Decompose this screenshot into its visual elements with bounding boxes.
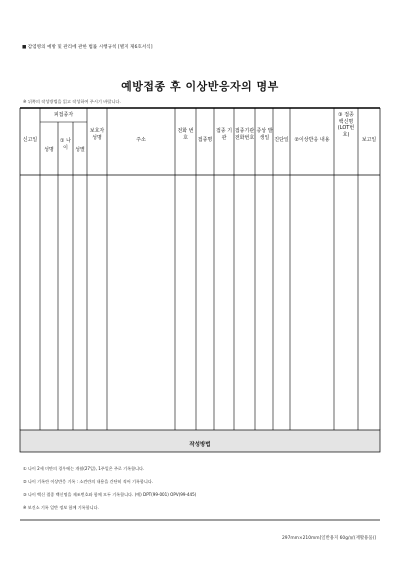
col-institution-phone: 접종기관 전화번호 [234, 128, 255, 141]
col-institution: 접종 기관 [215, 128, 233, 141]
col-address: 주소 [136, 137, 146, 143]
col-reporter: 보고일 [361, 137, 377, 143]
instruction-note: ※ 뒤쪽의 작성방법을 읽고 작성하여 주시기 바랍니다. [23, 99, 121, 104]
instruction-item: ③ 나이 백신 접종 백신명을 제조번호와 함께 모두 기록합니다. (예) DPT(99-001) OPV(99-445) [23, 492, 197, 497]
col-onset-date: 증상 발생일 [256, 128, 273, 141]
col-phone: 전화 번호 [177, 128, 194, 141]
paper-spec: 297mm×210mm[일반용지 60g/㎡(재활용품)] [282, 536, 376, 541]
col-sex: 성별 [75, 147, 85, 153]
form-reference: ■ 감염병의 예방 및 관리에 관한 법률 시행규칙 [별지 제6호서식] [22, 45, 153, 50]
col-age: ① 나이 [60, 138, 71, 151]
col-lot-number: ③ 접종 백신명 (LOT번호) [337, 112, 355, 138]
col-diagnosis-date: 진단일 [274, 137, 289, 143]
instruction-item: ② 나이 기록란 이상반응 기록 : 소견란의 내용을 간단히 적어 기록합니다. [23, 479, 154, 484]
instruction-item: ① 나이 2세 미만의 경우에는 개월(27일), 1주일은 주로 기록합니다. [23, 466, 145, 471]
instructions-heading: 작성방법 [189, 442, 211, 448]
col-report-date: 신고일 [22, 137, 38, 143]
col-guardian: 보호자 성명 [89, 128, 105, 141]
instruction-item: ※ 보건소 기록 일반 정보 함께 기록합니다. [23, 505, 99, 510]
col-vaccine: 접종명 [197, 137, 213, 143]
col-patient-group: 피접종자 [53, 112, 74, 118]
page-title: 예방접종 후 이상반응자의 명부 [121, 80, 279, 93]
col-reaction: ②이상반응 내용 [294, 137, 330, 143]
col-name: 성명 [44, 147, 54, 153]
